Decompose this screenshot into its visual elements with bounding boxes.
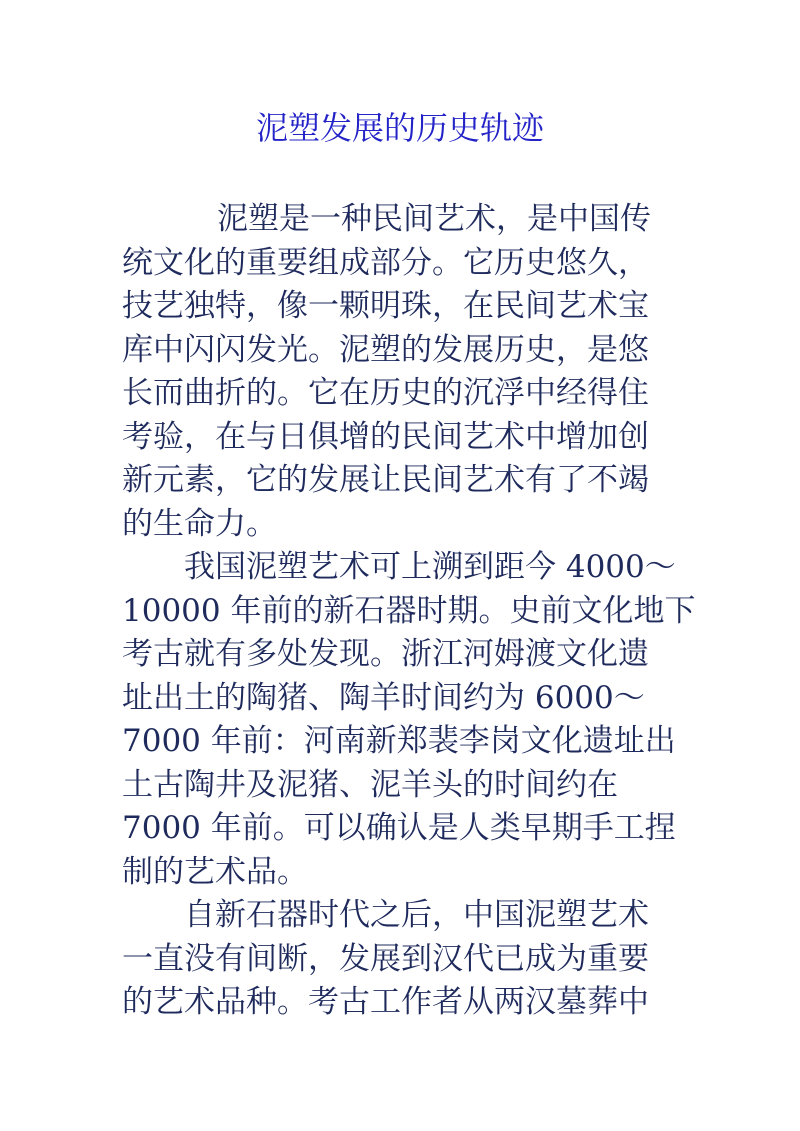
text-line: 技艺独特，像一颗明珠，在民间艺术宝 (122, 288, 649, 324)
text-line: 7000 年前：河南新郑裴李岗文化遗址出 (122, 723, 676, 759)
document-body (122, 198, 696, 1025)
text-line: 址出土的陶猪、陶羊时间约为 6000～ (122, 679, 645, 716)
text-line: 考古就有多处发现。浙江河姆渡文化遗 (122, 636, 649, 672)
text-line: 制的艺术品。 (122, 853, 308, 890)
paragraph-2 (122, 546, 696, 894)
text-line: 我国泥塑艺术可上溯到距今 4000～ (184, 549, 676, 585)
text-line: 10000 年前的新石器时期。史前文化地下 (122, 592, 696, 629)
text-line: 考验，在与日俱增的民间艺术中增加创 (122, 418, 649, 455)
document-title: 泥塑发展的历史轨迹 (255, 109, 544, 147)
text-line: 的艺术品种。考古工作者从两汉墓葬中 (122, 984, 649, 1020)
text-line: 泥塑是一种民间艺术，是中国传 (217, 201, 651, 237)
text-line: 统文化的重要组成部分。它历史悠久， (122, 244, 649, 281)
paragraph-3 (122, 894, 682, 1025)
text-line: 新元素，它的发展让民间艺术有了不竭 (122, 462, 649, 498)
text-line: 库中闪闪发光。泥塑的发展历史，是悠 (122, 331, 649, 368)
text-line: 一直没有间断，发展到汉代已成为重要 (122, 940, 649, 977)
text-line: 长而曲折的。它在历史的沉浮中经得住 (122, 375, 649, 411)
text-line: 7000 年前。可以确认是人类早期手工捏 (122, 810, 676, 846)
text-line: 的生命力。 (122, 505, 277, 542)
text-line: 自新石器时代之后，中国泥塑艺术 (184, 897, 649, 933)
text-line: 土古陶井及泥猪、泥羊头的时间约在 (122, 766, 618, 803)
paragraph-1 (122, 198, 682, 546)
